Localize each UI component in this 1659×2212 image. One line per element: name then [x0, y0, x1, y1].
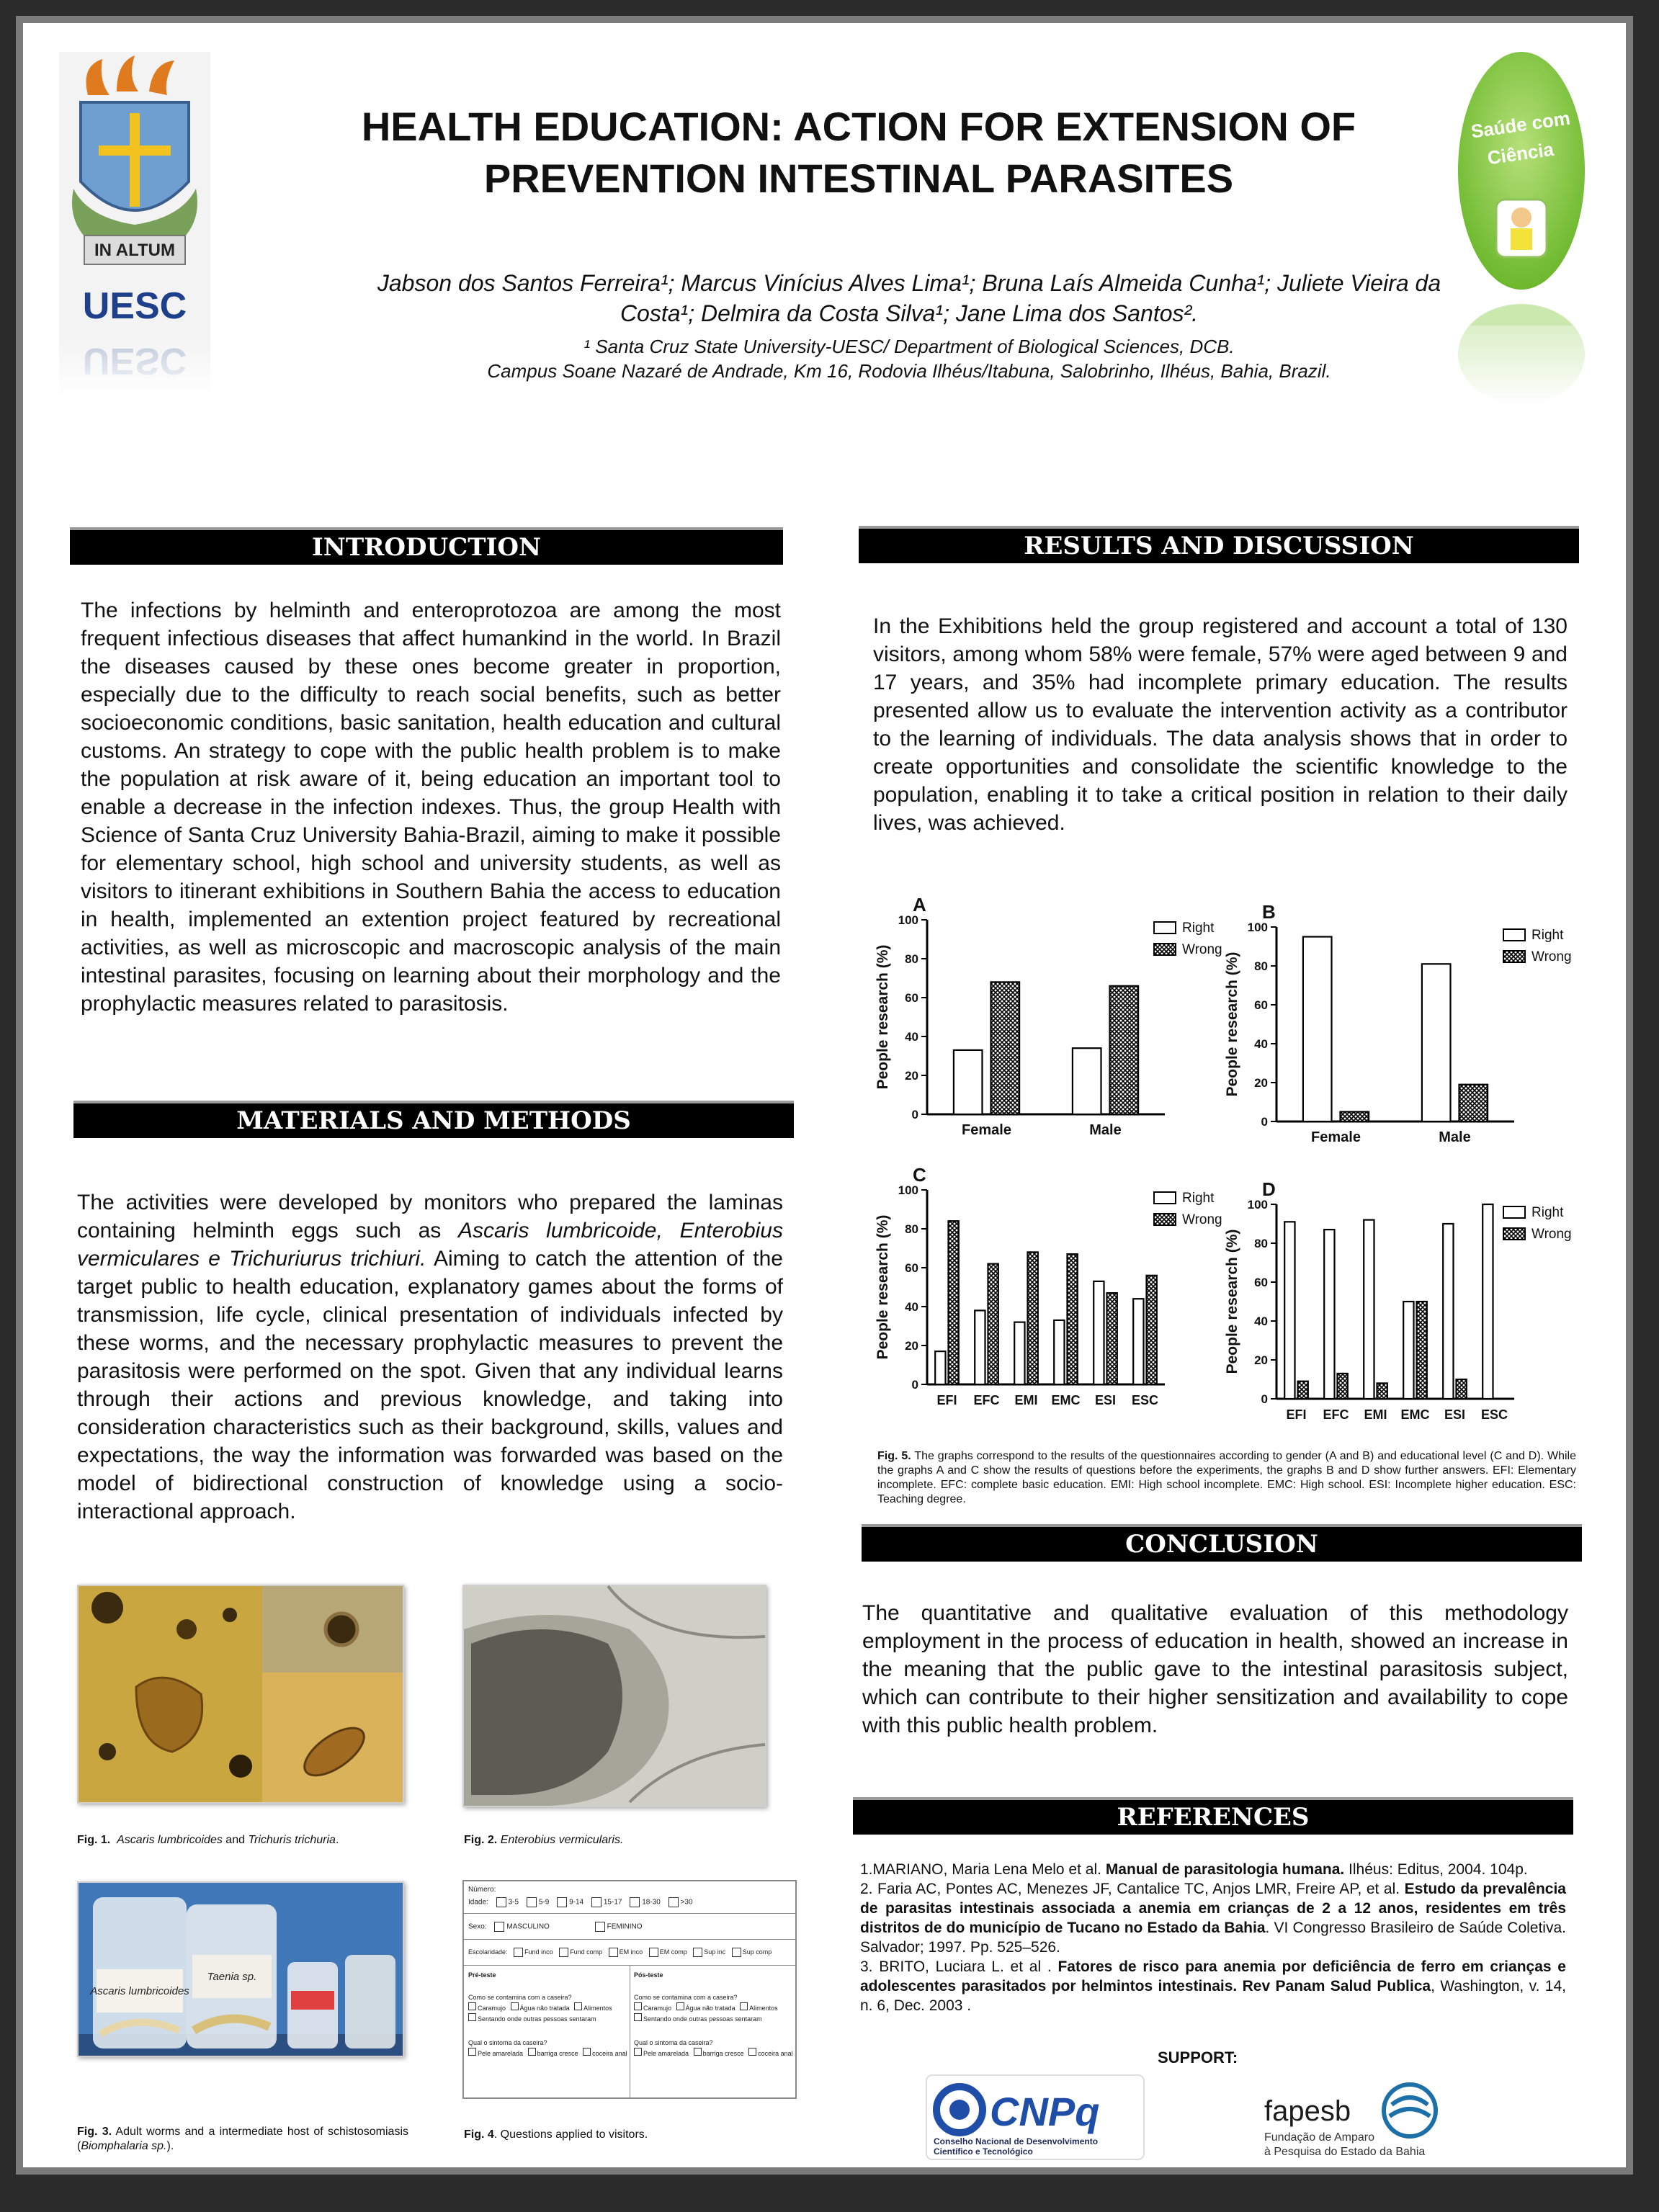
svg-text:Científico e Tecnológico: Científico e Tecnológico — [934, 2146, 1033, 2157]
answer-option: Caramujo — [478, 2005, 506, 2012]
fig1-species-a: Ascaris lumbricoides — [117, 1834, 223, 1846]
reference-1 — [860, 1860, 1566, 1879]
answer-checkbox[interactable] — [634, 2002, 642, 2010]
chart-y-tick-label: 40 — [905, 1300, 918, 1314]
reference-2-source: . VI Congresso Brasileiro de Saúde Coletiva. Salvador; 1997. Pp. 525–526. — [860, 1920, 1566, 1956]
chart-legend-label: Wrong — [1531, 1227, 1572, 1242]
age-checkbox[interactable] — [496, 1897, 506, 1907]
fig5-label: Fig. 5. — [877, 1450, 911, 1462]
reference-3 — [860, 1957, 1566, 2015]
school-checkbox[interactable] — [693, 1948, 702, 1957]
fig1-species-b: Trichuris trichuria — [248, 1834, 336, 1846]
answer-checkbox[interactable] — [468, 2013, 476, 2021]
fig4-label: Fig. 4 — [464, 2128, 494, 2141]
chart-y-tick-label: 80 — [1254, 1237, 1268, 1250]
chart-legend-swatch — [1154, 1214, 1176, 1225]
chart-bar-wrong — [1107, 1293, 1117, 1384]
chart-panel-letter: A — [913, 894, 926, 915]
age-option: 5-9 — [538, 1898, 550, 1907]
form-number: Número: — [468, 1886, 496, 1894]
pretest-q2: Qual o sintoma da caseira? — [468, 2039, 547, 2046]
chart-y-tick-label: 60 — [905, 991, 918, 1005]
fig5-caption — [877, 1449, 1576, 1507]
fapesb-logo — [1258, 2076, 1453, 2162]
answer-option: barriga cresce — [537, 2050, 578, 2057]
posttest-q1-options — [634, 2002, 792, 2013]
fig4-questionnaire — [462, 1880, 797, 2099]
age-option: 18-30 — [642, 1898, 661, 1907]
svg-text:à Pesquisa do Estado da Bahia: à Pesquisa do Estado da Bahia — [1264, 2146, 1426, 2158]
answer-checkbox[interactable] — [740, 2002, 748, 2010]
introduction-heading — [70, 527, 783, 565]
conclusion-heading-text: CONCLUSION — [1125, 1530, 1318, 1559]
chart-category-label: EFI — [1286, 1407, 1307, 1422]
fig5-text: The graphs correspond to the results of the questionnaires according to gender (A and B) and educational level (C and D). While the graphs A and C show the results of questions before the experiments, the graphs B and D show further answers. EFI: Elementary incomplete. EFC: complete basic education. EMI: High school incomplete. EMC: High school. ESI: Incomplete higher education. ESC: Teaching degree. — [877, 1450, 1577, 1505]
pretest-q1-options — [468, 2002, 627, 2013]
chart-bar-right — [1284, 1222, 1294, 1399]
chart-legend-label: Wrong — [1182, 942, 1222, 957]
age-checkbox[interactable] — [591, 1897, 602, 1907]
poster-title — [297, 101, 1421, 205]
form-school-row — [468, 1948, 772, 1957]
fig4-text: . Questions applied to visitors. — [493, 2128, 648, 2141]
chart-legend-label: Right — [1182, 1191, 1215, 1206]
chart-y-tick-label: 40 — [905, 1030, 918, 1044]
chart-bar-right — [1094, 1281, 1104, 1384]
svg-text:Ascaris lumbricoides: Ascaris lumbricoides — [90, 1985, 189, 1997]
reference-2 — [860, 1879, 1566, 1957]
answer-option: Água não tratada — [685, 2005, 735, 2012]
chart-y-tick-label: 100 — [1247, 1198, 1268, 1212]
chart-b — [1215, 887, 1572, 1161]
chart-bar-right — [1054, 1320, 1064, 1384]
chart-bar-wrong — [949, 1221, 959, 1384]
school-checkbox[interactable] — [609, 1948, 618, 1957]
posttest-q2: Qual o sintoma da caseira? — [634, 2039, 713, 2046]
svg-text:Fundação de Amparo: Fundação de Amparo — [1264, 2131, 1374, 2144]
cnpq-logo-icon — [924, 2072, 1147, 2162]
chart-bar-right — [1422, 964, 1451, 1121]
pretest-q2-options — [468, 2048, 627, 2059]
chart-y-tick-label: 60 — [905, 1261, 918, 1275]
chart-legend-swatch — [1503, 951, 1525, 962]
chart-bar-wrong — [1457, 1379, 1467, 1399]
chart-y-tick-label: 60 — [1254, 1276, 1268, 1289]
chart-d — [1215, 1165, 1572, 1438]
fig1-photo — [77, 1585, 404, 1804]
fig2-caption — [464, 1833, 766, 1848]
answer-checkbox[interactable] — [748, 2048, 756, 2056]
school-option: EM comp — [659, 1948, 687, 1956]
chart-y-tick-label: 20 — [1254, 1076, 1268, 1090]
chart-y-tick-label: 60 — [1254, 998, 1268, 1012]
enterobius-photo-icon — [464, 1586, 765, 1806]
reference-3-source: , Washington, v. 14, n. 6, Dec. 2003 . — [860, 1978, 1566, 2014]
school-checkbox[interactable] — [514, 1948, 523, 1957]
chart-bar-wrong — [1298, 1382, 1308, 1399]
answer-checkbox[interactable] — [634, 2048, 642, 2056]
references-list — [860, 1860, 1566, 2015]
chart-bar-wrong — [991, 982, 1020, 1114]
chart-legend-swatch — [1503, 1206, 1525, 1218]
age-option: 15-17 — [603, 1898, 622, 1907]
chart-category-label: EMI — [1014, 1393, 1038, 1407]
answer-option: Pele amarelada — [478, 2050, 524, 2057]
school-option: EM inco — [619, 1948, 643, 1956]
school-option: Fund comp — [570, 1948, 603, 1956]
chart-bar-wrong — [1377, 1383, 1387, 1399]
chart-y-tick-label: 20 — [905, 1339, 918, 1353]
form-age-label: Idade: — [468, 1898, 488, 1907]
chart-bar-right — [1073, 1048, 1101, 1114]
methods-heading — [73, 1101, 794, 1138]
sex-option: MASCULINO — [506, 1922, 550, 1931]
chart-bar-wrong — [1028, 1252, 1038, 1384]
fig2-label: Fig. 2. — [464, 1834, 498, 1846]
svg-text:IN ALTUM: IN ALTUM — [94, 241, 175, 260]
answer-option: Alimentos — [749, 2005, 778, 2012]
chart-legend-label: Right — [1531, 928, 1564, 943]
affiliation-line-2: Campus Soane Nazaré de Andrade, Km 16, Rodovia Ilhéus/Itabuna, Salobrinho, Ilhéus, Bahia, Brazil. — [487, 360, 1331, 382]
age-option: 3-5 — [508, 1898, 519, 1907]
chart-category-label: ESI — [1094, 1393, 1117, 1407]
chart-bar-wrong — [1338, 1374, 1348, 1399]
reference-1-source: Ilhéus: Editus, 2004. 104p. — [1344, 1861, 1528, 1878]
answer-option: coceira anal — [592, 2050, 627, 2057]
project-logo-icon — [1453, 45, 1590, 405]
age-checkbox[interactable] — [668, 1897, 679, 1907]
chart-category-label: EFC — [1323, 1407, 1349, 1422]
chart-y-tick-label: 0 — [1261, 1392, 1268, 1406]
form-age-row — [468, 1897, 693, 1907]
chart-panel-letter: C — [913, 1164, 926, 1186]
author-list — [347, 268, 1471, 328]
sex-checkbox[interactable] — [494, 1922, 504, 1932]
svg-text:Taenia sp.: Taenia sp. — [207, 1971, 257, 1983]
support-label: SUPPORT: — [1158, 2048, 1238, 2067]
fig3-photo — [77, 1881, 404, 2057]
chart-bar-wrong — [1068, 1254, 1078, 1384]
reference-3-authors: 3. BRITO, Luciara L. et al . — [860, 1958, 1058, 1975]
reference-2-authors: 2. Faria AC, Pontes AC, Menezes JF, Cantalice TC, Anjos LMR, Freire AP, et al. — [860, 1881, 1405, 1897]
chart-a — [866, 880, 1222, 1154]
chart-bar-right — [1443, 1224, 1453, 1399]
answer-checkbox[interactable] — [511, 2002, 519, 2010]
title-line-1: HEALTH EDUCATION: ACTION FOR EXTENSION OF — [361, 104, 1356, 149]
fig3-text-b: Biomphalaria sp. — [81, 2140, 167, 2152]
chart-y-tick-label: 40 — [1254, 1037, 1268, 1051]
answer-option: Alimentos — [583, 2005, 612, 2012]
chart-y-tick-label: 0 — [911, 1378, 918, 1392]
chart-bar-wrong — [1459, 1085, 1488, 1121]
chart-y-tick-label: 80 — [905, 952, 918, 966]
form-school-label: Escolaridade: — [468, 1948, 508, 1956]
chart-category-label: EMC — [1400, 1407, 1430, 1422]
posttest-q1: Como se contamina com a caseira? — [634, 1994, 738, 2001]
pretest-q1-option4 — [468, 2013, 627, 2024]
age-checkbox[interactable] — [557, 1897, 567, 1907]
chart-category-label: EFI — [936, 1393, 957, 1407]
uesc-crest-icon — [59, 52, 210, 398]
answer-checkbox[interactable] — [468, 2048, 476, 2056]
chart-bar-right — [1364, 1220, 1374, 1399]
conclusion-text: The quantitative and qualitative evaluation of this methodology employment in the process of education in health, showed an increase in the meaning that the public gave to the intestinal parasitosis subject, which can contribute to their higher sensitization and availability to cope with this public health problem. — [862, 1601, 1568, 1737]
chart-category-label: ESI — [1444, 1407, 1466, 1422]
chart-category-label: ESC — [1131, 1393, 1159, 1407]
svg-text:Conselho Nacional de Desenvolv: Conselho Nacional de Desenvolvimento — [934, 2136, 1099, 2146]
form-divider — [464, 1939, 795, 1940]
chart-y-tick-label: 20 — [1254, 1353, 1268, 1367]
chart-bar-right — [1403, 1302, 1413, 1399]
results-heading — [859, 526, 1579, 563]
chart-bar-wrong — [1147, 1276, 1157, 1384]
answer-checkbox[interactable] — [468, 2002, 476, 2010]
chart-c — [866, 1150, 1222, 1431]
results-text: In the Exhibitions held the group registered and account a total of 130 visitors, among whom 58% were female, 57% were aged between 9 and 17 years, and 35% had incomplete primary education. The results presented allow us to evaluate the intervention activity as a contributor to the learning of individuals. The data analysis shows that in order to create opportunities and consolidate the scientific knowledge to the population, enabling it to take a critical position in relation to their daily lives, was achieved. — [873, 614, 1568, 835]
form-pretest — [468, 1971, 627, 2059]
chart-bar-wrong — [1417, 1302, 1427, 1399]
references-heading-text: REFERENCES — [1117, 1803, 1310, 1832]
chart-legend-label: Wrong — [1531, 949, 1572, 964]
reference-2-title: Estudo da prevalência de parasitas intestinais associada a anemia em crianças de 2 a 12 anos, residentes em três distritos de do município de Tucano no Estado da Bahia — [860, 1881, 1566, 1936]
affiliation — [347, 334, 1471, 383]
answer-option: barriga cresce — [702, 2050, 744, 2057]
fig2-photo — [462, 1585, 766, 1807]
chart-y-tick-label: 100 — [898, 1183, 918, 1197]
conclusion-heading — [862, 1524, 1582, 1562]
fig1-label: Fig. 1. — [77, 1834, 111, 1846]
age-option: >30 — [680, 1898, 693, 1907]
fig4-caption — [464, 2128, 795, 2142]
fig2-species: Enterobius vermicularis. — [500, 1834, 624, 1846]
chart-bar-wrong — [1341, 1112, 1369, 1122]
chart-category-label: Female — [1311, 1129, 1361, 1145]
fig1-end: . — [335, 1834, 339, 1846]
fig1-and: and — [222, 1834, 249, 1846]
school-checkbox[interactable] — [732, 1948, 741, 1957]
references-heading — [853, 1797, 1573, 1835]
answer-option: coceira anal — [758, 2050, 793, 2057]
chart-legend-label: Right — [1182, 921, 1215, 936]
affiliation-line-1: ¹ Santa Cruz State University-UESC/ Department of Biological Sciences, DCB. — [583, 336, 1235, 357]
chart-bar-right — [1303, 937, 1332, 1122]
school-option: Sup comp — [742, 1948, 772, 1956]
posttest-label: Pós-teste — [634, 1971, 663, 1979]
chart-y-tick-label: 80 — [905, 1222, 918, 1236]
age-option: 9-14 — [569, 1898, 584, 1907]
methods-species: Ascaris lumbricoide, Enterobius vermiculares e Trichuriurus trichiuri. — [77, 1219, 783, 1271]
pretest-q1: Como se contamina com a caseira? — [468, 1994, 572, 2001]
fig3-text-c: ). — [166, 2140, 174, 2152]
chart-y-tick-label: 80 — [1254, 959, 1268, 973]
chart-legend-swatch — [1154, 944, 1176, 955]
answer-checkbox[interactable] — [574, 2002, 582, 2010]
answer-option: Sentando onde outras pessoas sentaram — [478, 2015, 596, 2023]
svg-text:fapesb: fapesb — [1264, 2095, 1351, 2127]
answer-checkbox[interactable] — [676, 2002, 684, 2010]
chart-legend-swatch — [1154, 1192, 1176, 1204]
cnpq-logo — [924, 2072, 1147, 2162]
chart-y-tick-label: 0 — [1261, 1115, 1268, 1129]
uesc-logo — [59, 52, 210, 398]
fig3-caption — [77, 2125, 408, 2154]
methods-text-a: The activities were developed by monitors who prepared the laminas containing helminth eggs such as — [77, 1191, 783, 1242]
chart-y-label: People research (%) — [875, 944, 891, 1090]
pretest-label: Pré-teste — [468, 1971, 496, 1979]
sex-option: FEMININO — [607, 1922, 643, 1931]
saude-com-ciencia-logo — [1453, 45, 1590, 405]
chart-y-label: People research (%) — [1224, 1229, 1240, 1374]
posttest-q2-options — [634, 2048, 792, 2059]
answer-checkbox[interactable] — [583, 2048, 591, 2056]
chart-legend-label: Wrong — [1182, 1212, 1222, 1227]
form-sex-label: Sexo: — [468, 1922, 487, 1931]
chart-y-label: People research (%) — [875, 1214, 891, 1360]
svg-text:Ciência: Ciência — [1485, 138, 1555, 169]
chart-bar-wrong — [1110, 986, 1139, 1114]
form-divider — [464, 1913, 795, 1914]
chart-legend-label: Right — [1531, 1205, 1564, 1220]
svg-text:CNPq: CNPq — [990, 2089, 1100, 2134]
age-checkbox[interactable] — [630, 1897, 640, 1907]
fapesb-logo-icon — [1258, 2076, 1453, 2162]
posttest-q1-option4 — [634, 2013, 792, 2024]
reference-1-authors: 1.MARIANO, Maria Lena Melo et al. — [860, 1861, 1106, 1878]
introduction-heading-text: INTRODUCTION — [311, 533, 542, 562]
chart-category-label: EMC — [1051, 1393, 1081, 1407]
chart-y-tick-label: 20 — [905, 1069, 918, 1083]
chart-category-label: EMI — [1364, 1407, 1387, 1422]
chart-bar-right — [1014, 1322, 1024, 1384]
school-checkbox[interactable] — [649, 1948, 658, 1957]
answer-checkbox[interactable] — [694, 2048, 702, 2056]
worm-jars-photo-icon — [79, 1883, 403, 2056]
chart-bar-right — [1483, 1204, 1493, 1399]
chart-category-label: Male — [1439, 1129, 1471, 1145]
chart-bar-right — [935, 1351, 945, 1384]
school-option: Fund inco — [524, 1948, 553, 1956]
chart-category-label: ESC — [1480, 1407, 1508, 1422]
authors-line-2: Costa¹; Delmira da Costa Silva¹; Jane Lima dos Santos². — [620, 300, 1199, 326]
chart-category-label: Male — [1089, 1122, 1122, 1138]
svg-text:Saúde com: Saúde com — [1469, 107, 1572, 143]
chart-legend-swatch — [1503, 1228, 1525, 1240]
answer-option: Água não tratada — [519, 2005, 570, 2012]
form-posttest — [634, 1971, 792, 2059]
fig1-caption — [77, 1833, 408, 1848]
introduction-text: The infections by helminth and enteroprotozoa are among the most frequent infectious diseases that affect humankind in the world. In Brazil the diseases caused by these ones become greater in proportion, especially due to the difficulty to reach social benefits, such as better socioeconomic conditions, basic sanitation, health education and cultural customs. An strategy to cope with the public health problem is to make the population at risk aware of it, being education an important tool to enable a decrease in the infection indexes. Thus, the group Health with Science of Santa Cruz University Bahia-Brazil, aiming to make it possible for elementary school, high school and university students, as well as visitors to itinerant exhibitions in Southern Bahia the access to education in health, implemented an extention project featured by recreational activities, as well as microscopic and macroscopic analysis of the main intestinal parasites, focusing on learning about their morphology and the prophylactic measures related to parasitosis. — [81, 599, 781, 1016]
school-checkbox[interactable] — [559, 1948, 568, 1957]
chart-bar-wrong — [988, 1264, 998, 1384]
methods-text — [77, 1188, 783, 1526]
form-sex-row — [468, 1922, 642, 1932]
poster-sheet — [16, 16, 1633, 2175]
chart-y-tick-label: 100 — [898, 913, 918, 927]
answer-option: Sentando onde outras pessoas sentaram — [643, 2015, 762, 2023]
chart-category-label: Female — [962, 1122, 1011, 1138]
methods-text-b: Aiming to catch the attention of the target public to health education, explanatory games about the forms of transmission, life cycle, clinical presentation of individuals infected by these worms, and the necessary prophylactic measures to prevent the parasitosis were performed on the spot. Given that any individual learns through their actions and previous knowledge, and taking into consideration characteristics such as their background, skills, values and expectations, the way the information was forwarded was based on the model of bidirectional construction of knowledge using a socio-interactional approach. — [77, 1247, 783, 1523]
chart-bar-right — [1133, 1299, 1143, 1384]
helminth-eggs-photo-icon — [79, 1586, 403, 1802]
methods-heading-text: MATERIALS AND METHODS — [236, 1106, 631, 1135]
authors-line-1: Jabson dos Santos Ferreira¹; Marcus Vinícius Alves Lima¹; Bruna Laís Almeida Cunha¹; Juliete Vieira da — [377, 270, 1441, 296]
chart-bar-right — [954, 1050, 983, 1114]
answer-option: Caramujo — [643, 2005, 672, 2012]
chart-legend-swatch — [1503, 929, 1525, 941]
chart-legend-swatch — [1154, 922, 1176, 933]
chart-y-tick-label: 0 — [911, 1108, 918, 1121]
chart-panel-letter: B — [1262, 901, 1276, 923]
reference-3-title: Fatores de risco para anemia por deficiência de ferro em crianças e adolescentes parasitados por helmintos intestinais. Rev Panam Salud Publica — [860, 1958, 1566, 1994]
answer-checkbox[interactable] — [634, 2013, 642, 2021]
reference-1-title: Manual de parasitologia humana. — [1105, 1861, 1345, 1878]
school-option: Sup inc — [704, 1948, 726, 1956]
answer-checkbox[interactable] — [528, 2048, 536, 2056]
chart-y-label: People research (%) — [1224, 951, 1240, 1097]
results-heading-text: RESULTS AND DISCUSSION — [1024, 532, 1414, 560]
chart-y-tick-label: 100 — [1247, 921, 1268, 934]
age-checkbox[interactable] — [527, 1897, 537, 1907]
chart-bar-right — [1324, 1230, 1334, 1399]
chart-y-tick-label: 40 — [1254, 1315, 1268, 1328]
answer-option: Pele amarelada — [643, 2050, 689, 2057]
title-line-2: PREVENTION INTESTINAL PARASITES — [483, 156, 1234, 201]
fig3-text-a: Adult worms and a intermediate host of schistosomiasis ( — [77, 2126, 409, 2152]
chart-bar-right — [975, 1310, 985, 1384]
chart-category-label: EFC — [973, 1393, 1000, 1407]
chart-panel-letter: D — [1262, 1178, 1276, 1200]
svg-text:UESC: UESC — [82, 285, 187, 327]
sex-checkbox[interactable] — [595, 1922, 605, 1932]
fig3-label: Fig. 3. — [77, 2126, 112, 2138]
